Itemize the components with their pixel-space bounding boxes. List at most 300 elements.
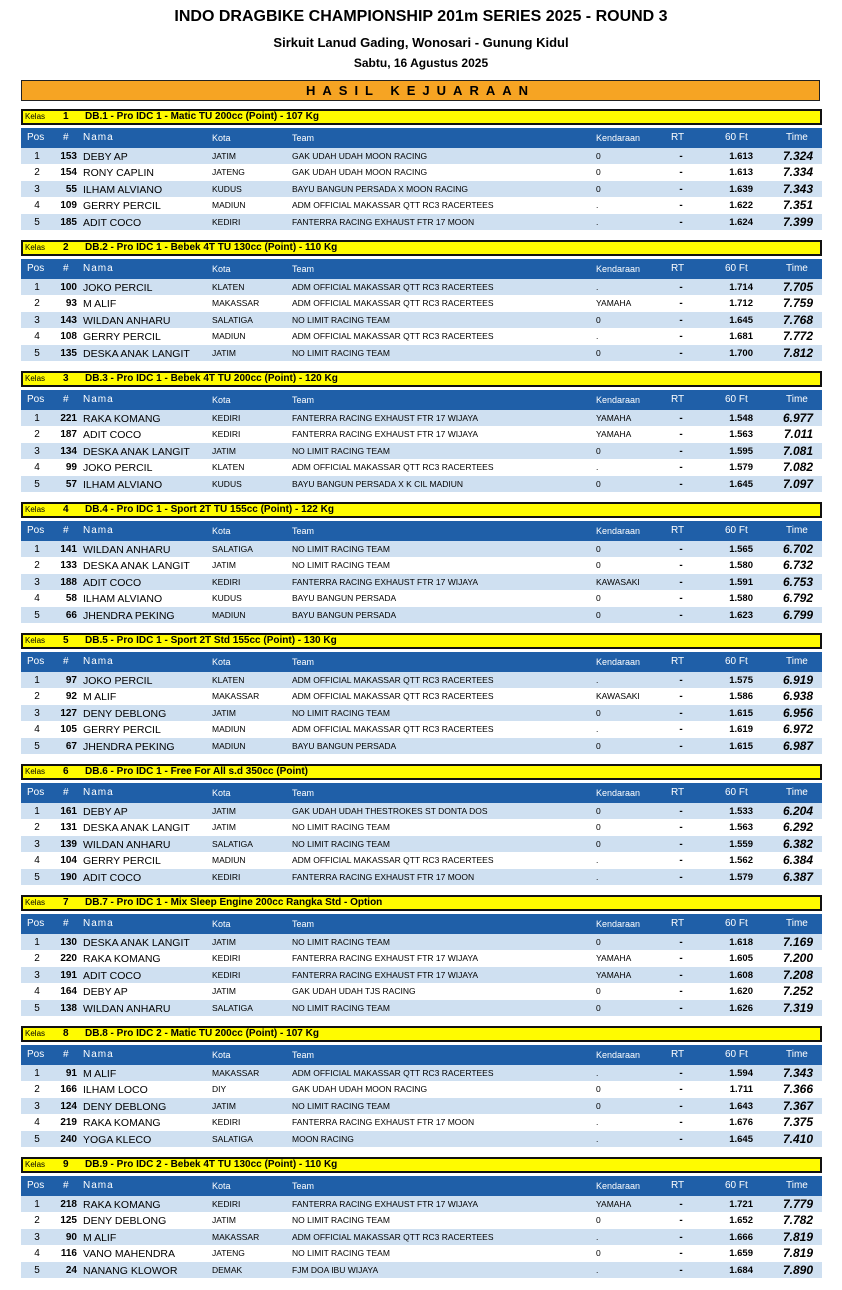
cell-rt: -: [679, 478, 683, 490]
cell-nama: DENY DEBLONG: [83, 1215, 167, 1228]
class-header: [21, 502, 822, 518]
cell-sixty: 1.659: [729, 1248, 753, 1260]
class-number: 7: [63, 897, 69, 908]
cell-rt: -: [679, 1199, 683, 1210]
column-header-row: [21, 783, 822, 803]
cell-kend: 0: [596, 314, 601, 325]
column-header-row: [21, 652, 822, 672]
cell-kota: KEDIRI: [212, 1199, 241, 1209]
cell-kota: KLATEN: [212, 462, 245, 473]
column-header-time: Time: [786, 394, 808, 405]
cell-sixty: 1.652: [729, 1215, 753, 1227]
cell-kota: JATIM: [212, 806, 236, 816]
cell-team: NO LIMIT RACING TEAM: [292, 707, 390, 718]
cell-sixty: 1.700: [729, 347, 753, 359]
cell-sixty: 1.562: [729, 855, 753, 867]
table-row: [21, 541, 822, 557]
cell-kend: YAMAHA: [596, 298, 632, 309]
cell-team: NO LIMIT RACING TEAM: [292, 822, 390, 833]
cell-time: 7.343: [782, 1066, 813, 1080]
class-number: 4: [63, 504, 69, 515]
cell-nama: ILHAM LOCO: [83, 1084, 148, 1097]
cell-pos: 2: [34, 822, 40, 834]
cell-sixty: 1.620: [729, 986, 753, 998]
column-header-rt: RT: [671, 525, 685, 536]
cell-num: 133: [60, 560, 77, 572]
column-header-kendaraan: Kendaraan: [596, 788, 641, 798]
cell-rt: -: [679, 969, 683, 981]
cell-time: 6.799: [782, 607, 813, 622]
cell-pos: 3: [34, 707, 40, 719]
cell-time: 7.319: [782, 1000, 813, 1015]
table-row: [21, 312, 822, 328]
cell-kend: .: [596, 675, 599, 685]
cell-kota: JATIM: [212, 560, 236, 571]
cell-sixty: 1.563: [729, 429, 753, 441]
class-header: [21, 633, 822, 649]
table-row: [21, 148, 822, 164]
cell-time: 7.366: [782, 1082, 813, 1097]
cell-time: 7.772: [782, 329, 813, 344]
cell-num: 127: [60, 707, 77, 719]
results-banner: HASIL KEJUARAAN: [21, 80, 820, 101]
cell-kend: .: [596, 1117, 599, 1128]
table-row: [21, 852, 822, 868]
column-header-rt: RT: [671, 1049, 685, 1060]
cell-kota: DIY: [212, 1084, 227, 1095]
class-title: DB.7 - Pro IDC 1 - Mix Sleep Engine 200cc Rangka Std - Option: [85, 897, 383, 908]
cell-team: MOON RACING: [292, 1133, 354, 1144]
class-section: [21, 240, 822, 361]
class-label: Kelas: [25, 1029, 46, 1038]
cell-kota: JATIM: [212, 986, 236, 997]
cell-kota: KLATEN: [212, 282, 245, 292]
cell-pos: 1: [34, 282, 40, 293]
cell-sixty: 1.613: [729, 151, 753, 162]
cell-kota: SALATIGA: [212, 838, 253, 849]
class-number: 8: [63, 1028, 69, 1039]
cell-pos: 4: [34, 462, 40, 474]
column-header-rt: RT: [671, 132, 685, 143]
column-header-team: Team: [292, 526, 315, 536]
class-number: 1: [63, 111, 69, 122]
cell-num: 166: [60, 1084, 77, 1096]
cell-rt: -: [679, 314, 683, 326]
cell-num: 90: [65, 1231, 77, 1243]
cell-kend: 0: [596, 544, 601, 554]
cell-time: 7.782: [782, 1213, 813, 1228]
cell-pos: 5: [34, 1264, 40, 1276]
cell-kota: MADIUN: [212, 855, 246, 866]
cell-rt: -: [679, 675, 683, 686]
cell-nama: DEBY AP: [83, 151, 128, 163]
column-header-kota: Kota: [212, 1050, 231, 1060]
cell-sixty: 1.684: [729, 1264, 753, 1276]
cell-time: 6.732: [782, 558, 813, 573]
column-header-kota: Kota: [212, 1181, 231, 1191]
cell-rt: -: [679, 838, 683, 850]
column-header-kota: Kota: [212, 395, 231, 405]
cell-time: 7.410: [782, 1131, 813, 1146]
cell-kota: JATIM: [212, 151, 236, 161]
cell-nama: ADIT COCO: [83, 576, 142, 589]
column-header-team: Team: [292, 1050, 315, 1060]
table-row: [21, 443, 822, 459]
cell-time: 7.343: [782, 181, 813, 196]
cell-kend: .: [596, 1133, 599, 1144]
cell-time: 6.387: [782, 869, 813, 884]
cell-pos: 3: [34, 1231, 40, 1243]
cell-sixty: 1.712: [729, 298, 753, 310]
table-row: [21, 574, 822, 590]
cell-rt: -: [679, 806, 683, 817]
cell-time: 6.204: [782, 804, 813, 818]
cell-time: 6.956: [782, 705, 813, 720]
cell-nama: RAKA KOMANG: [83, 953, 161, 966]
cell-team: ADM OFFICIAL MAKASSAR QTT RC3 RACERTEES: [292, 331, 494, 342]
column-header-sixty: 60 Ft: [725, 132, 748, 143]
cell-num: 55: [65, 183, 77, 195]
class-section: [21, 371, 822, 492]
cell-kend: 0: [596, 609, 601, 620]
column-header-time: Time: [786, 1049, 808, 1060]
cell-num: 66: [65, 609, 77, 621]
cell-time: 6.292: [782, 820, 813, 835]
class-section: [21, 1157, 822, 1278]
cell-kend: .: [596, 871, 599, 882]
class-header: [21, 1157, 822, 1173]
cell-time: 7.399: [782, 214, 813, 229]
class-label: Kelas: [25, 636, 46, 645]
cell-nama: ADIT COCO: [83, 871, 142, 884]
cell-team: FJM DOA IBU WIJAYA: [292, 1264, 379, 1275]
class-header: [21, 240, 822, 256]
column-header-row: [21, 914, 822, 934]
cell-num: 104: [60, 855, 77, 867]
cell-nama: DEBY AP: [83, 986, 128, 999]
cell-rt: -: [679, 1100, 683, 1112]
cell-time: 7.324: [782, 149, 813, 163]
cell-kota: MADIUN: [212, 724, 246, 735]
cell-kend: .: [596, 216, 599, 227]
cell-kota: JATIM: [212, 347, 236, 358]
cell-sixty: 1.575: [729, 675, 753, 686]
cell-nama: NANANG KLOWOR: [83, 1264, 178, 1277]
column-header-sixty: 60 Ft: [725, 787, 748, 798]
cell-team: FANTERRA RACING EXHAUST FTR 17 WIJAYA: [292, 576, 479, 587]
cell-pos: 5: [34, 216, 40, 228]
class-label: Kelas: [25, 112, 46, 121]
cell-kota: KEDIRI: [212, 871, 241, 882]
column-header-kendaraan: Kendaraan: [596, 1050, 641, 1060]
cell-kend: 0: [596, 478, 601, 489]
class-header: [21, 371, 822, 387]
cell-time: 7.779: [782, 1197, 813, 1211]
cell-sixty: 1.618: [729, 937, 753, 948]
cell-team: GAK UDAH UDAH TJS RACING: [292, 986, 416, 997]
cell-nama: GERRY PERCIL: [83, 855, 161, 868]
column-header-kendaraan: Kendaraan: [596, 657, 641, 667]
cell-pos: 5: [34, 1133, 40, 1145]
column-header-kota: Kota: [212, 133, 231, 143]
cell-nama: VANO MAHENDRA: [83, 1248, 175, 1261]
class-label: Kelas: [25, 898, 46, 907]
cell-team: FANTERRA RACING EXHAUST FTR 17 WIJAYA: [292, 953, 479, 964]
cell-pos: 4: [34, 724, 40, 736]
cell-rt: -: [679, 576, 683, 588]
cell-pos: 3: [34, 969, 40, 981]
column-header-kendaraan: Kendaraan: [596, 395, 641, 405]
cell-rt: -: [679, 1248, 683, 1260]
cell-rt: -: [679, 1068, 683, 1079]
cell-team: ADM OFFICIAL MAKASSAR QTT RC3 RACERTEES: [292, 1068, 494, 1078]
cell-sixty: 1.563: [729, 822, 753, 834]
class-label: Kelas: [25, 767, 46, 776]
column-header-row: [21, 259, 822, 279]
cell-pos: 1: [34, 675, 40, 686]
cell-nama: RONY CAPLIN: [83, 167, 154, 180]
column-header-nama: Nama: [83, 787, 114, 798]
column-header-row: [21, 390, 822, 410]
cell-num: 153: [60, 151, 77, 162]
table-row: [21, 1114, 822, 1130]
cell-team: ADM OFFICIAL MAKASSAR QTT RC3 RACERTEES: [292, 1231, 494, 1242]
class-title: DB.4 - Pro IDC 1 - Sport 2T TU 155cc (Point) - 122 Kg: [85, 504, 334, 515]
cell-num: 93: [65, 298, 77, 310]
cell-kend: KAWASAKI: [596, 576, 640, 587]
cell-num: 58: [65, 593, 77, 605]
class-number: 6: [63, 766, 69, 777]
cell-kota: JATENG: [212, 167, 245, 178]
class-section: [21, 109, 822, 230]
class-title: DB.5 - Pro IDC 1 - Sport 2T Std 155cc (Point) - 130 Kg: [85, 635, 337, 646]
class-label: Kelas: [25, 1160, 46, 1169]
cell-pos: 4: [34, 986, 40, 998]
cell-num: 188: [60, 576, 77, 588]
cell-kend: 0: [596, 937, 601, 947]
cell-nama: RAKA KOMANG: [83, 1199, 161, 1211]
cell-kend: 0: [596, 183, 601, 194]
cell-nama: GERRY PERCIL: [83, 200, 161, 213]
cell-nama: DENY DEBLONG: [83, 1100, 167, 1113]
cell-pos: 5: [34, 1002, 40, 1014]
cell-time: 7.200: [782, 951, 813, 966]
cell-rt: -: [679, 593, 683, 605]
column-header-nama: Nama: [83, 656, 114, 667]
column-header-num: #: [63, 263, 69, 274]
column-header-nama: Nama: [83, 132, 114, 143]
table-row: [21, 819, 822, 835]
cell-nama: ILHAM ALVIANO: [83, 478, 163, 491]
cell-rt: -: [679, 347, 683, 359]
class-title: DB.6 - Pro IDC 1 - Free For All s.d 350cc (Point): [85, 766, 309, 777]
cell-time: 7.819: [782, 1246, 813, 1261]
cell-nama: RAKA KOMANG: [83, 413, 161, 425]
cell-kend: 0: [596, 1100, 601, 1111]
class-number: 5: [63, 635, 69, 646]
cell-kota: MADIUN: [212, 609, 246, 620]
cell-rt: -: [679, 937, 683, 948]
cell-team: FANTERRA RACING EXHAUST FTR 17 WIJAYA: [292, 429, 479, 440]
cell-kota: MADIUN: [212, 740, 246, 751]
cell-kota: JATIM: [212, 937, 236, 947]
cell-num: 141: [60, 544, 77, 555]
cell-kota: KLATEN: [212, 675, 245, 685]
column-header-num: #: [63, 1180, 69, 1191]
cell-pos: 4: [34, 200, 40, 212]
cell-kota: SALATIGA: [212, 544, 253, 554]
cell-num: 190: [60, 871, 77, 883]
cell-sixty: 1.711: [729, 1084, 753, 1096]
cell-pos: 1: [34, 806, 40, 817]
cell-team: NO LIMIT RACING TEAM: [292, 1215, 390, 1226]
cell-team: NO LIMIT RACING TEAM: [292, 1002, 390, 1013]
cell-kota: KUDUS: [212, 183, 242, 194]
cell-nama: DESKA ANAK LANGIT: [83, 445, 190, 458]
cell-pos: 3: [34, 576, 40, 588]
table-row: [21, 803, 822, 819]
column-header-pos: Pos: [27, 263, 45, 274]
cell-nama: M ALIF: [83, 1068, 117, 1080]
column-header-pos: Pos: [27, 1180, 45, 1191]
cell-pos: 4: [34, 1248, 40, 1260]
cell-num: 130: [60, 937, 77, 948]
cell-kend: .: [596, 331, 599, 342]
cell-time: 6.972: [782, 722, 813, 737]
table-row: [21, 197, 822, 213]
cell-num: 154: [60, 167, 77, 179]
cell-sixty: 1.645: [729, 478, 753, 490]
cell-rt: -: [679, 167, 683, 179]
class-title: DB.9 - Pro IDC 2 - Bebek 4T TU 130cc (Point) - 110 Kg: [85, 1159, 338, 1170]
table-row: [21, 738, 822, 754]
cell-num: 185: [60, 216, 77, 228]
cell-kend: YAMAHA: [596, 429, 632, 440]
cell-rt: -: [679, 282, 683, 293]
cell-nama: DESKA ANAK LANGIT: [83, 560, 190, 573]
column-header-kendaraan: Kendaraan: [596, 1181, 641, 1191]
column-header-rt: RT: [671, 787, 685, 798]
class-title: DB.3 - Pro IDC 1 - Bebek 4T TU 200cc (Point) - 120 Kg: [85, 373, 338, 384]
cell-pos: 5: [34, 347, 40, 359]
cell-time: 7.082: [782, 460, 813, 475]
column-header-time: Time: [786, 263, 808, 274]
column-header-team: Team: [292, 1181, 315, 1191]
cell-rt: -: [679, 445, 683, 457]
table-row: [21, 1000, 822, 1016]
cell-sixty: 1.666: [729, 1231, 753, 1243]
cell-nama: ADIT COCO: [83, 969, 142, 982]
column-header-pos: Pos: [27, 787, 45, 798]
cell-team: FANTERRA RACING EXHAUST FTR 17 MOON: [292, 1117, 475, 1128]
cell-rt: -: [679, 544, 683, 555]
cell-kend: .: [596, 1264, 599, 1275]
cell-time: 7.208: [782, 967, 813, 982]
cell-sixty: 1.591: [729, 576, 753, 588]
cell-kend: 0: [596, 167, 601, 178]
cell-sixty: 1.559: [729, 838, 753, 850]
cell-rt: -: [679, 183, 683, 195]
cell-team: NO LIMIT RACING TEAM: [292, 347, 390, 358]
cell-time: 6.977: [782, 411, 813, 425]
cell-rt: -: [679, 707, 683, 719]
cell-num: 99: [65, 462, 77, 474]
cell-pos: 4: [34, 855, 40, 867]
cell-time: 6.702: [782, 542, 813, 556]
cell-num: 24: [65, 1264, 77, 1276]
column-header-sixty: 60 Ft: [725, 394, 748, 405]
cell-pos: 1: [34, 1199, 40, 1210]
cell-nama: YOGA KLECO: [83, 1133, 152, 1146]
cell-time: 6.919: [782, 673, 813, 687]
cell-sixty: 1.565: [729, 544, 753, 555]
cell-sixty: 1.579: [729, 871, 753, 883]
cell-num: 124: [60, 1100, 77, 1112]
cell-num: 131: [60, 822, 77, 834]
cell-team: FANTERRA RACING EXHAUST FTR 17 MOON: [292, 871, 475, 882]
cell-kota: KEDIRI: [212, 953, 241, 964]
table-row: [21, 328, 822, 344]
cell-nama: JOKO PERCIL: [83, 282, 153, 294]
cell-kend: 0: [596, 445, 601, 456]
cell-num: 240: [60, 1133, 77, 1145]
class-label: Kelas: [25, 374, 46, 383]
cell-rt: -: [679, 740, 683, 752]
cell-num: 191: [60, 969, 77, 981]
cell-num: 220: [60, 953, 77, 965]
cell-team: BAYU BANGUN PERSADA X K CIL MADIUN: [292, 478, 463, 489]
cell-num: 92: [65, 691, 77, 703]
table-row: [21, 557, 822, 573]
table-row: [21, 607, 822, 623]
class-header: [21, 895, 822, 911]
column-header-sixty: 60 Ft: [725, 1049, 748, 1060]
table-row: [21, 688, 822, 704]
cell-kend: 0: [596, 740, 601, 751]
cell-nama: WILDAN ANHARU: [83, 838, 171, 851]
cell-kota: KEDIRI: [212, 576, 241, 587]
cell-sixty: 1.645: [729, 314, 753, 326]
cell-kend: 0: [596, 593, 601, 604]
table-row: [21, 1098, 822, 1114]
cell-pos: 1: [34, 544, 40, 555]
cell-rt: -: [679, 1002, 683, 1014]
column-header-nama: Nama: [83, 1180, 114, 1191]
class-header: [21, 764, 822, 780]
cell-team: BAYU BANGUN PERSADA: [292, 740, 397, 751]
cell-nama: M ALIF: [83, 298, 117, 311]
cell-pos: 3: [34, 183, 40, 195]
table-row: [21, 1245, 822, 1261]
cell-pos: 5: [34, 871, 40, 883]
class-number: 9: [63, 1159, 69, 1170]
table-row: [21, 345, 822, 361]
column-header-num: #: [63, 1049, 69, 1060]
cell-sixty: 1.594: [729, 1068, 753, 1079]
class-section: [21, 502, 822, 623]
cell-kota: SALATIGA: [212, 1002, 253, 1013]
cell-num: 219: [60, 1117, 77, 1129]
column-header-num: #: [63, 787, 69, 798]
table-row: [21, 279, 822, 295]
cell-pos: 2: [34, 298, 40, 310]
cell-nama: JHENDRA PEKING: [83, 609, 175, 622]
cell-kota: KEDIRI: [212, 969, 241, 980]
column-header-num: #: [63, 525, 69, 536]
cell-rt: -: [679, 724, 683, 736]
cell-team: ADM OFFICIAL MAKASSAR QTT RC3 RACERTEES: [292, 724, 494, 735]
cell-pos: 3: [34, 445, 40, 457]
